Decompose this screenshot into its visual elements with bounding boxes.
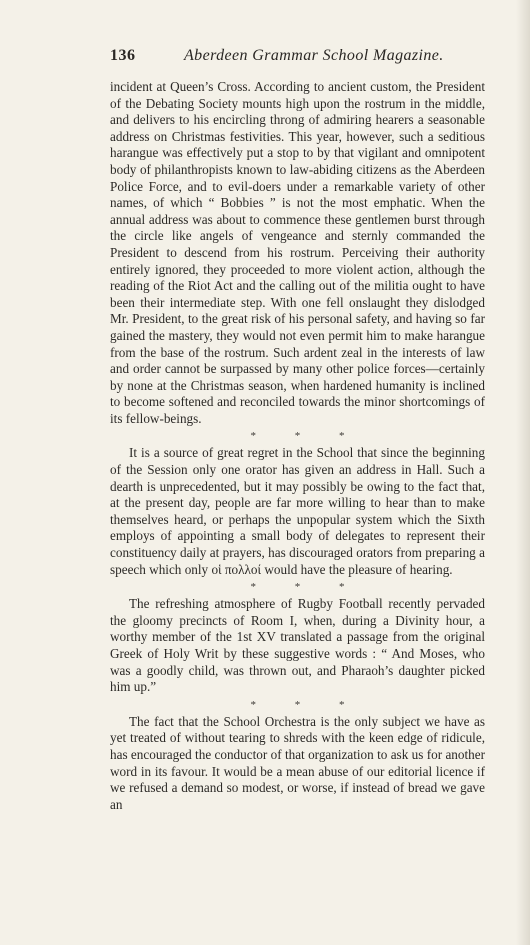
section-separator-1: * * *	[250, 430, 363, 443]
section-separator-3: * * *	[250, 698, 363, 711]
page-number: 136	[110, 47, 136, 64]
paragraph-2: It is a source of great regret in the School that since the beginning of the Session only one orator has given an address in Hall. Such a dearth is unprecedented, but it may possibly be owing to the fact that, at the present day, people are far more willing to hear than to make themselves heard, or perhaps the unpopular system which the Sixth employs of appointing a small body of delegates to represent their constituency daily at prayers, has discouraged orators from preparing a speech which only οἱ πολλοί would have the pleasure of hearing.	[110, 445, 485, 577]
article-body	[110, 79, 485, 813]
page-edge-shadow	[516, 0, 530, 945]
paragraph-4: The fact that the School Orchestra is the only subject we have as yet treated of without tearing to shreds with the keen edge of ridicule, has encouraged the conductor of that organization to ask us for another word in its favour. It would be a mean abuse of our editorial licence if we refused a demand so modest, or worse, if instead of bread we gave an	[110, 713, 485, 812]
section-separator-2: * * *	[250, 581, 363, 594]
paragraph-1: incident at Queen’s Cross. According to ancient custom, the President of the Debating Society mounts high upon the rostrum in the middle, and delivers to his encircling throng of admiring hearers a seasonable address on Christmas festivities. This year, however, such a seditious harangue was effectively put a stop to by that vigilant and omnipotent body of philanthropists known to law-abiding citizens as the Aberdeen Police Force, and to evil-doers under a remarkable variety of other names, of which “ Bobbies ” is not the most emphatic. When the annual address was about to commence these gentlemen burst through the circle like angels of vengeance and sternly commanded the President to descend from his rostrum. Perceiving their authority entirely ignored, they proceeded to more violent action, although the reading of the Riot Act and the calling out of the militia ought to have been their intermediate step. With one fell onslaught they dislodged Mr. President, to the great risk of his personal safety, and having so far gained the mastery, they would not even permit him to make harangue from the base of the rostrum. Such ardent zeal in the interests of law and order cannot be surpassed by many other police forces—certainly by none at the Christmas season, when hardened humanity is inclined to become softened and reconciled towards the minor shortcomings of its fellow-beings.	[110, 79, 485, 426]
running-title: Aberdeen Grammar School Magazine.	[184, 47, 444, 64]
paragraph-3: The refreshing atmosphere of Rugby Football recently pervaded the gloomy precincts of Room I, when, during a Divinity hour, a worthy member of the 1st XV translated a passage from the original Greek of Holy Writ by these suggestive words : “ And Moses, who was a goodly child, was thrown out, and Pharaoh’s daughter picked him up.”	[110, 596, 485, 695]
page-header	[110, 47, 485, 71]
